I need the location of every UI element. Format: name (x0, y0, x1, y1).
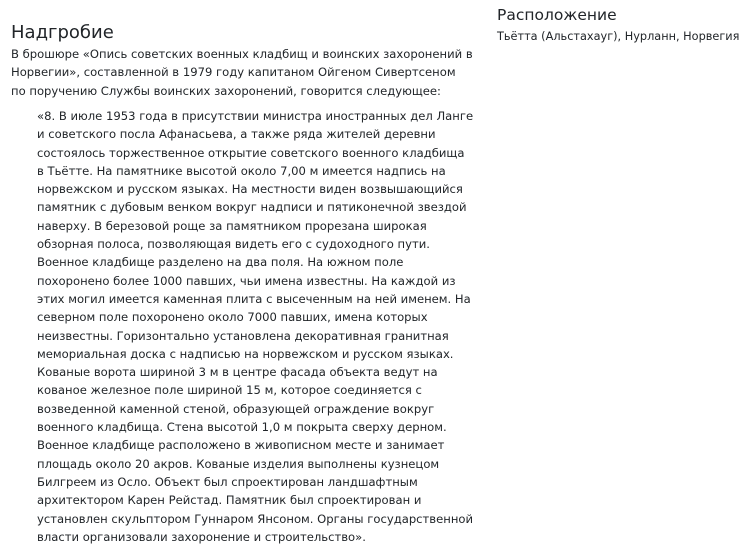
location-text: Тьётта (Альстахауг), Нурланн, Норвегия (497, 30, 739, 43)
inventory-quote: «8. В июле 1953 года в присутствии министра иностранных дел Ланге и советского посла Афанасьева, а также ряда жителей деревни состоялось торжественное открытие советского военного кладбища в Тьётте. На памятнике высотой около 7,00 м имеется надпись на норвежском и русском языках. На местности виден возвышающийся памятник с дубовым венком вокруг надписи и пятиконечной звездой наверху. В березовой роще за памятником прорезана широкая обзорная полоса, позволяющая видеть его с судоходного пути. Военное кладбище разделено на два поля. На южном поле похоронено более 1000 павших, чьи имена известны. На каждой из этих могил имеется каменная плита с высеченным на ней именем. На северном поле похоронено около 7000 павших, имена которых неизвестны. Горизонтально установлена декоративная гранитная мемориальная доска с надписью на норвежском и русском языках. Кованые ворота шириной 3 м в центре фасада объекта ведут на кованое железное поле шириной 15 м, которое соединяется с возведенной каменной стеной, образующей ограждение вокруг военного кладбища. Стена высотой 1,0 м покрыта сверху дерном. Военное кладбище расположено в живописном месте и занимает площадь около 20 акров. Кованые изделия выполнены кузнецом Билгреем из Осло. Объект был спроектирован ландшафтным архитектором Карен Рейстад. Памятник был спроектирован и установлен скульптором Гуннаром Янсоном. Органы государственной власти организовали захоронение и строительство». (37, 109, 474, 544)
intro-paragraph: В брошюре «Опись советских военных кладбищ и воинских захоронений в Норвегии», составленной в 1979 году капитаном Ойгеном Сивертсеном по поручению Службы воинских захоронений, говорится следующее: (11, 47, 473, 98)
section-heading: Надгробие (11, 22, 114, 43)
location-heading: Расположение (497, 6, 617, 24)
